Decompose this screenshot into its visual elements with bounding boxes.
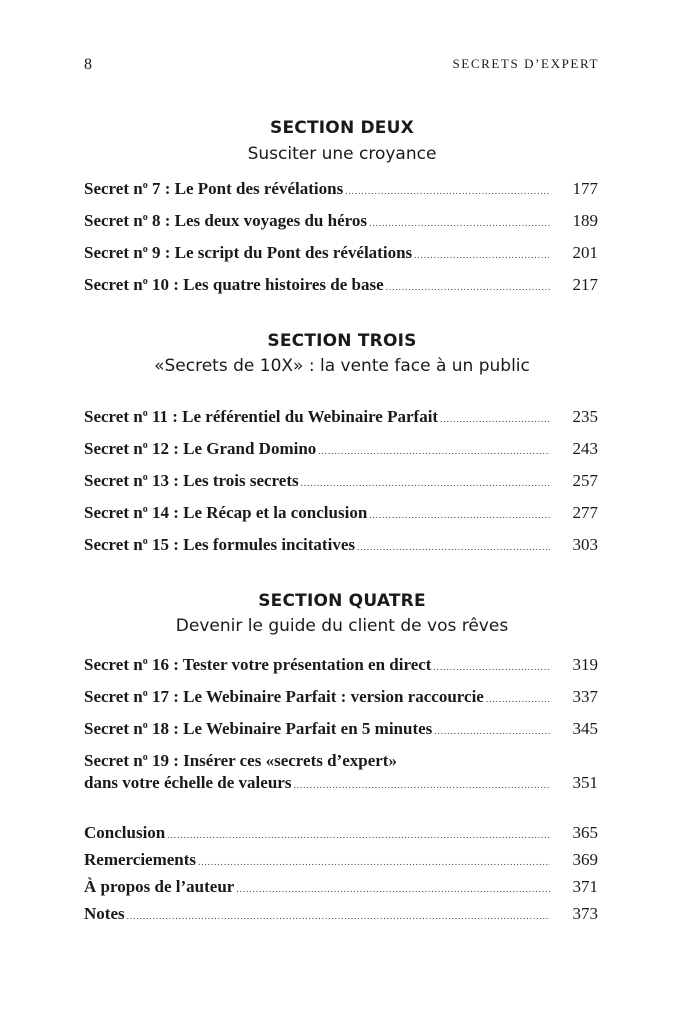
toc-entry-title: Secret $n^o$ 9 : Le script du Pont des révélations xyxy=(84,243,413,262)
toc-page-number: 337 xyxy=(572,687,598,706)
toc-page-number: 177 xyxy=(572,179,598,198)
toc-page-number: 345 xyxy=(572,719,598,738)
toc-entry-title: Remerciements xyxy=(84,850,197,869)
dot-leader xyxy=(301,472,550,494)
toc-entry-title: Secret $n^o$ 16 : Tester votre présentation en direct xyxy=(84,655,432,674)
section-title: SECTION DEUX xyxy=(270,118,414,138)
dot-leader xyxy=(127,905,550,927)
dot-leader xyxy=(433,656,550,678)
dot-leader xyxy=(357,536,550,558)
toc-entry[interactable] xyxy=(84,438,598,460)
toc-entry[interactable] xyxy=(84,470,598,492)
toc-page-number: 365 xyxy=(572,823,598,842)
section-subtitle: Susciter une croyance xyxy=(247,144,437,164)
toc-entry-title: Secret $n^o$ 19 : Insérer ces «secrets d’expert» xyxy=(84,751,397,770)
toc-entry-title: À propos de l’auteur xyxy=(84,877,235,896)
toc-entry-title-continued: dans votre échelle de valeurs xyxy=(84,773,292,792)
toc-entry[interactable] xyxy=(84,654,598,676)
dot-leader xyxy=(369,212,550,234)
toc-page-number: 303 xyxy=(572,535,598,554)
section-subtitle: Devenir le guide du client de vos rêves xyxy=(175,616,509,636)
running-title: SECRETS D’EXPERT xyxy=(452,56,599,71)
dot-leader xyxy=(486,688,550,710)
toc-page-number: 351 xyxy=(572,773,598,792)
toc-entry[interactable] xyxy=(84,406,598,428)
toc-entry[interactable] xyxy=(84,718,598,740)
toc-entry[interactable] xyxy=(84,686,598,708)
toc-entry-notes[interactable] xyxy=(84,903,598,925)
toc-entry[interactable] xyxy=(84,274,598,296)
toc-entry[interactable] xyxy=(84,210,598,232)
toc-entry-title: Secret $n^o$ 7 : Le Pont des révélations xyxy=(84,179,344,198)
dot-leader xyxy=(198,851,550,873)
toc-page-number: 257 xyxy=(572,471,598,490)
toc-entry-a-propos[interactable] xyxy=(84,876,598,898)
toc-entry-title: Secret $n^o$ 12 : Le Grand Domino xyxy=(84,439,317,458)
section-subtitle: «Secrets de 10X» : la vente face à un public xyxy=(154,356,530,376)
dot-leader xyxy=(167,824,550,846)
toc-page-number: 373 xyxy=(572,904,598,923)
toc-page-number: 369 xyxy=(572,850,598,869)
toc-page-number: 189 xyxy=(572,211,598,230)
toc-entry-title: Secret $n^o$ 8 : Les deux voyages du héros xyxy=(84,211,367,230)
toc-entry-title: Secret $n^o$ 15 : Les formules incitatives xyxy=(84,535,355,554)
toc-entry-title: Notes xyxy=(84,904,125,923)
dot-leader xyxy=(236,878,550,900)
toc-page-number: 277 xyxy=(572,503,598,522)
toc-page-number: 371 xyxy=(572,877,598,896)
running-head xyxy=(84,56,599,76)
dot-leader xyxy=(386,276,550,298)
section-title: SECTION TROIS xyxy=(267,331,417,351)
toc-entry[interactable] xyxy=(84,534,598,556)
toc-entry[interactable] xyxy=(84,178,598,200)
toc-page-number: 243 xyxy=(572,439,598,458)
toc-entry-title: Conclusion xyxy=(84,823,166,842)
dot-leader xyxy=(345,180,550,202)
toc-entry-remerciements[interactable] xyxy=(84,849,598,871)
dot-leader xyxy=(440,408,550,430)
toc-entry-title: Secret $n^o$ 10 : Les quatre histoires de base xyxy=(84,275,384,294)
toc-entry-title: Secret $n^o$ 14 : Le Récap et la conclusion xyxy=(84,503,368,522)
page-number: 8 xyxy=(84,56,92,73)
dot-leader xyxy=(293,774,550,796)
section-title: SECTION QUATRE xyxy=(258,591,426,611)
toc-entry[interactable] xyxy=(84,502,598,524)
toc-entry-title: Secret $n^o$ 18 : Le Webinaire Parfait en 5 minutes xyxy=(84,719,433,738)
dot-leader xyxy=(318,440,550,462)
toc-page-number: 319 xyxy=(572,655,598,674)
dot-leader xyxy=(414,244,550,266)
toc-entry-title: Secret $n^o$ 13 : Les trois secrets xyxy=(84,471,299,490)
toc-page-number: 235 xyxy=(572,407,598,426)
dot-leader xyxy=(434,720,550,742)
toc-entry-conclusion[interactable] xyxy=(84,822,598,844)
toc-entry-title: Secret $n^o$ 17 : Le Webinaire Parfait : version raccourcie xyxy=(84,687,484,706)
toc-entry-two-line[interactable] xyxy=(84,750,598,794)
dot-leader xyxy=(369,504,550,526)
toc-entry-title: Secret $n^o$ 11 : Le référentiel du Webinaire Parfait xyxy=(84,407,439,426)
toc-page-number: 217 xyxy=(572,275,598,294)
toc-entry[interactable] xyxy=(84,242,598,264)
toc-page-number: 201 xyxy=(572,243,598,262)
